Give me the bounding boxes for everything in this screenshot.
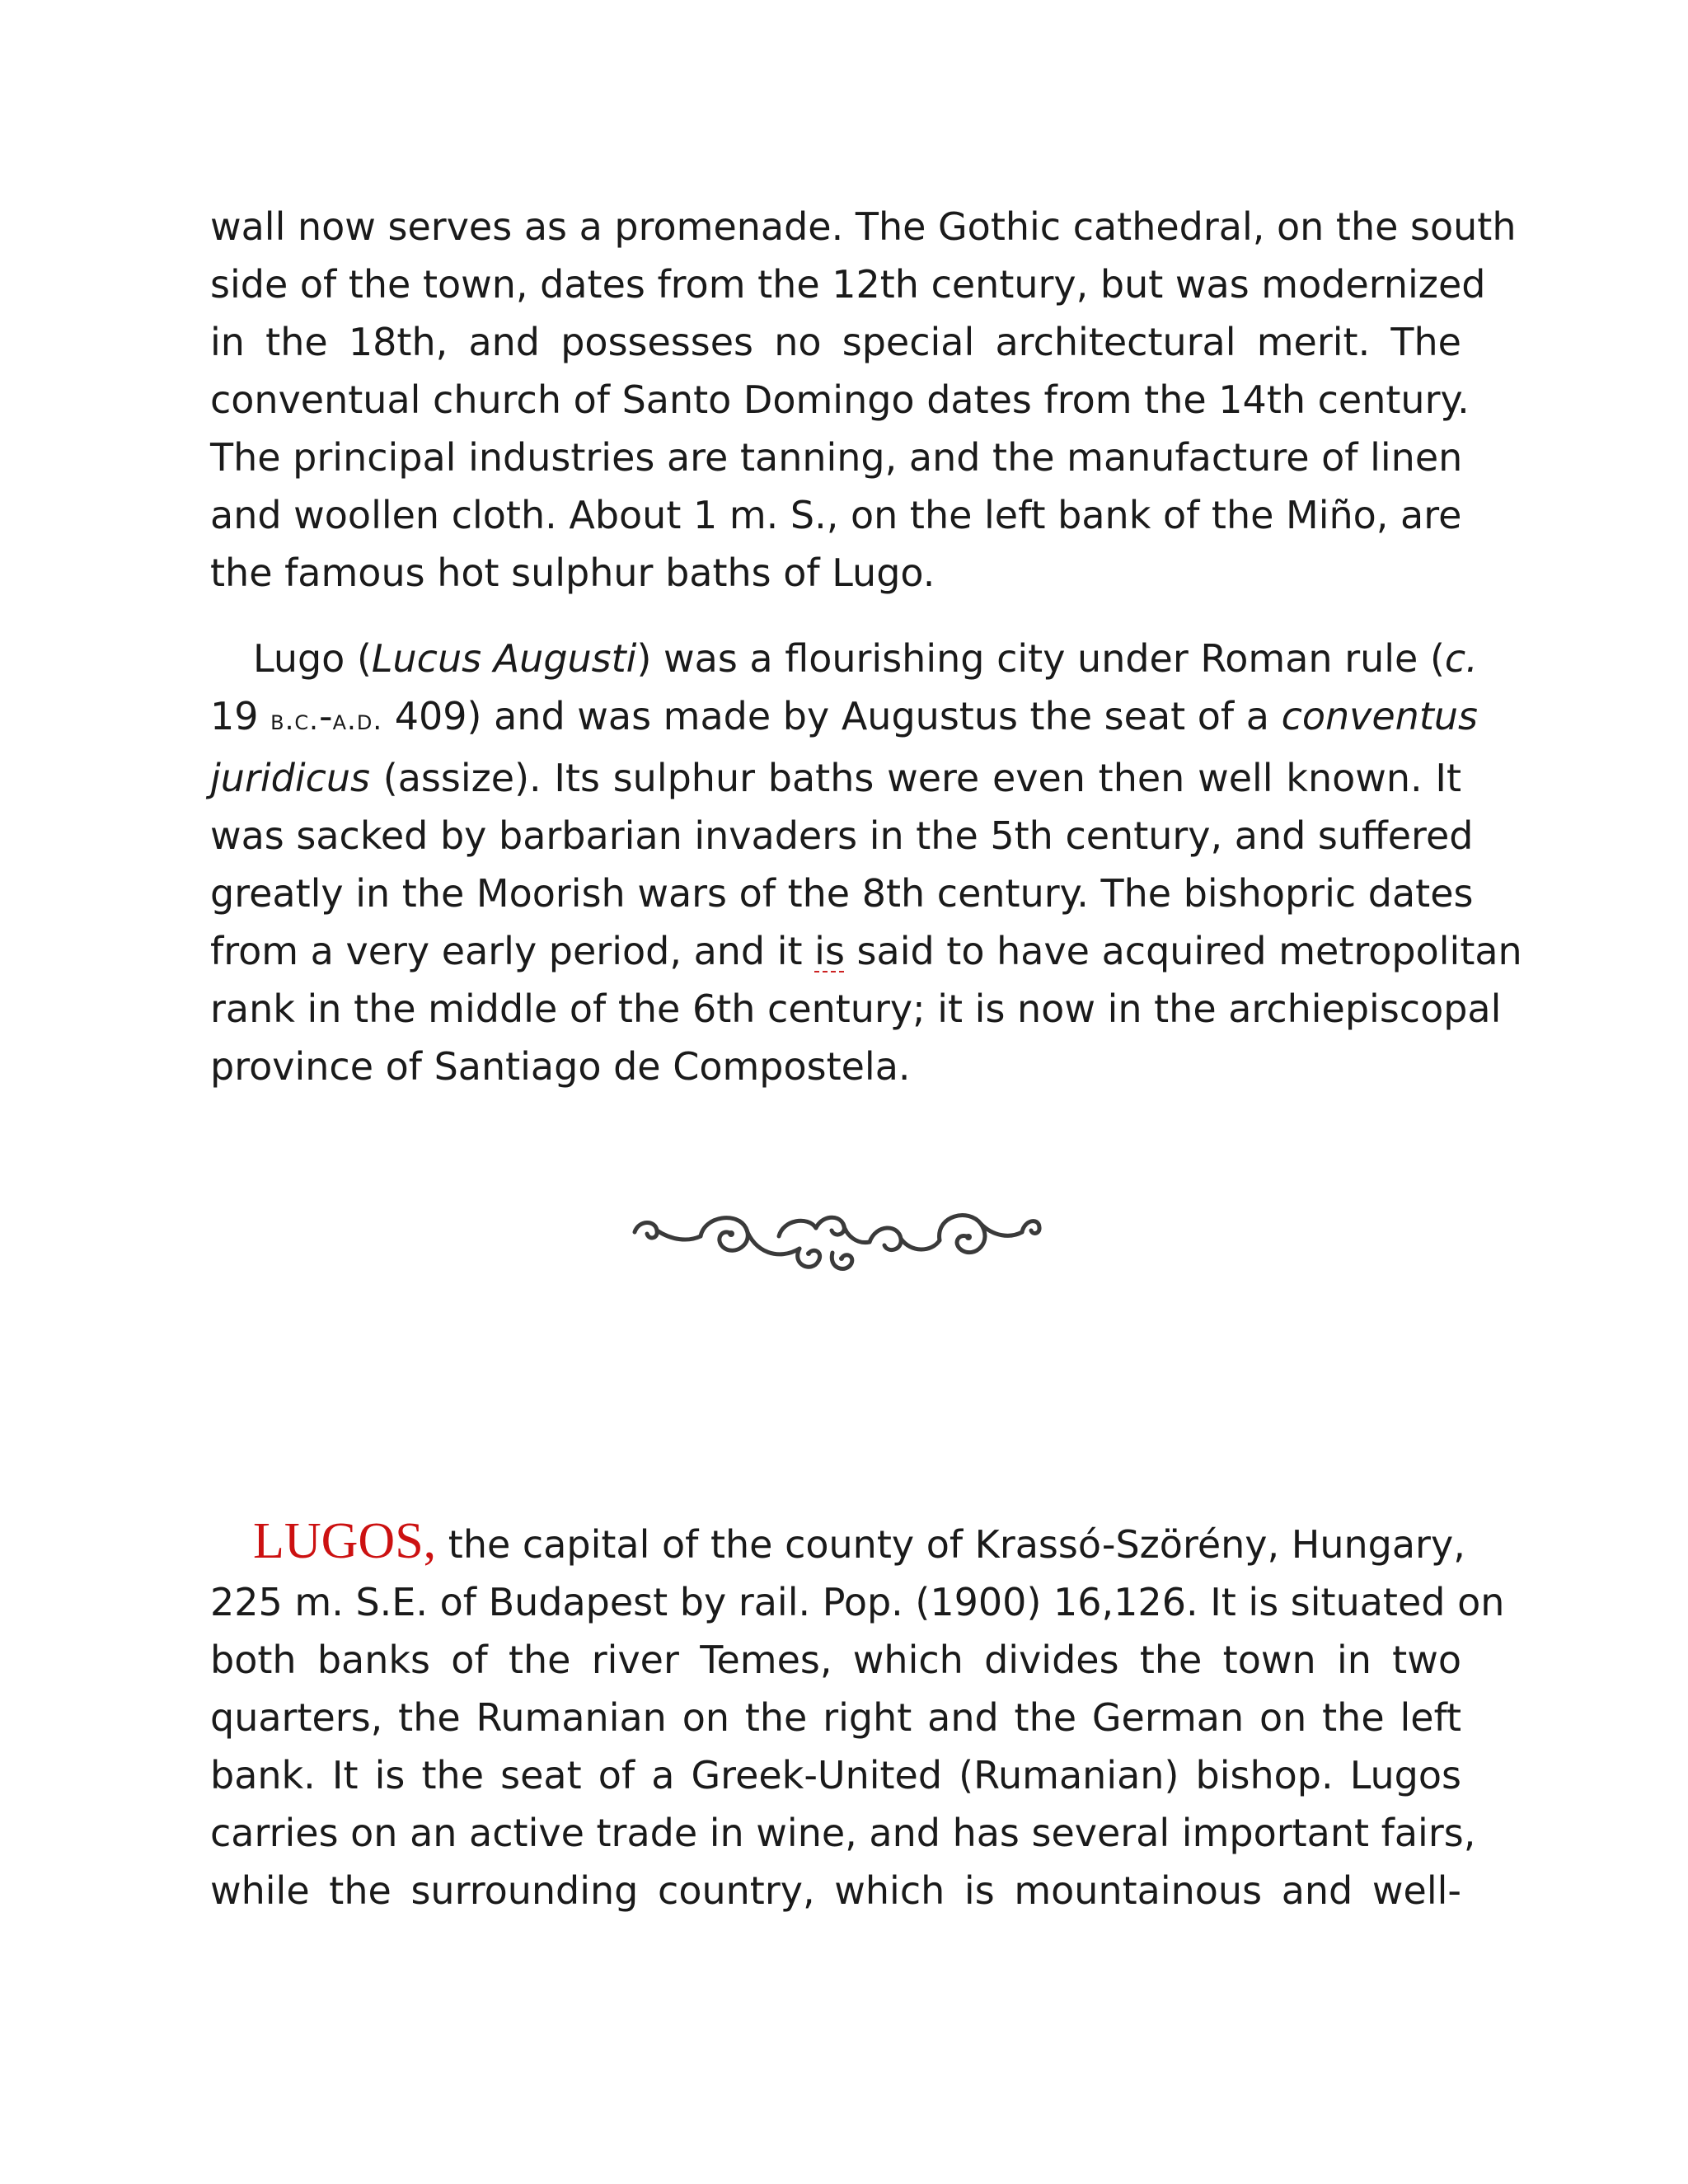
- spellcheck-mark: is: [814, 929, 845, 973]
- text-line: was sacked by barbarian invaders in the 5th century, and suffered: [210, 813, 1474, 858]
- paragraph-2: [210, 630, 1522, 1095]
- text-line: wall now serves as a promenade. The Gothic cathedral, on the south: [210, 204, 1517, 249]
- text-line: bank. It is the seat of a Greek-United (Rumanian) bishop. Lugos: [210, 1753, 1461, 1797]
- text-line: province of Santiago de Compostela.: [210, 1044, 911, 1089]
- text-line: greatly in the Moorish wars of the 8th century. The bishopric dates: [210, 871, 1474, 916]
- text-line: 225 m. S.E. of Budapest by rail. Pop. (1900) 16,126. It is situated on: [210, 1580, 1505, 1624]
- text-run: -: [319, 694, 333, 738]
- era-abbrev: b.c.: [270, 704, 319, 737]
- text-line: the famous hot sulphur baths of Lugo.: [210, 551, 935, 595]
- text-run: from a very early period, and it: [210, 929, 815, 973]
- text-line: [210, 630, 1478, 687]
- text-line: both banks of the river Temes, which divides the town in two: [210, 1638, 1461, 1682]
- text-run: said to have acquired metropolitan: [844, 929, 1522, 973]
- text-line: [210, 922, 1522, 980]
- text-run: 409) and was made by Augustus the seat of a: [382, 694, 1282, 738]
- text-line: and woollen cloth. About 1 m. S., on the left bank of the Miño, are: [210, 493, 1462, 537]
- headword: LUGOS,: [253, 1513, 437, 1569]
- text-line: quarters, the Rumanian on the right and the German on the left: [210, 1695, 1461, 1740]
- text-line: The principal industries are tanning, and the manufacture of linen: [210, 435, 1463, 480]
- paragraph-1: [210, 198, 1517, 602]
- text-line: carries on an active trade in wine, and has several important fairs,: [210, 1811, 1476, 1855]
- text-run: ) was a flourishing city under Roman rule (: [636, 636, 1445, 681]
- text-line: [210, 749, 1461, 807]
- text-line: rank in the middle of the 6th century; it is now in the archiepiscopal: [210, 987, 1502, 1031]
- italic-term: Lucus Augusti: [371, 636, 637, 681]
- paragraph-3: [210, 1512, 1505, 1919]
- text-line: [210, 687, 1478, 749]
- page-body: [210, 198, 1522, 1095]
- italic-abbrev: c.: [1444, 636, 1478, 681]
- text-run: Lugo (: [253, 636, 372, 681]
- text-line: in the 18th, and possesses no special architectural merit. The: [210, 320, 1461, 364]
- scroll-ornament-icon: [631, 1191, 1043, 1282]
- italic-term: juridicus: [210, 756, 371, 800]
- text-line: conventual church of Santo Domingo dates from the 14th century.: [210, 377, 1470, 422]
- era-abbrev: a.d.: [332, 704, 383, 737]
- text-run: (assize). Its sulphur baths were even then well known. It: [370, 756, 1461, 800]
- italic-term: conventus: [1281, 694, 1478, 738]
- text-line: while the surrounding country, which is mountainous and well-: [210, 1868, 1461, 1913]
- text-run: the capital of the county of Krassó-Szörény, Hungary,: [436, 1522, 1465, 1567]
- text-run: 19: [210, 694, 271, 738]
- text-line: [210, 1512, 1465, 1573]
- article-lugos: [210, 1512, 1505, 1919]
- text-line: side of the town, dates from the 12th century, but was modernized: [210, 262, 1486, 307]
